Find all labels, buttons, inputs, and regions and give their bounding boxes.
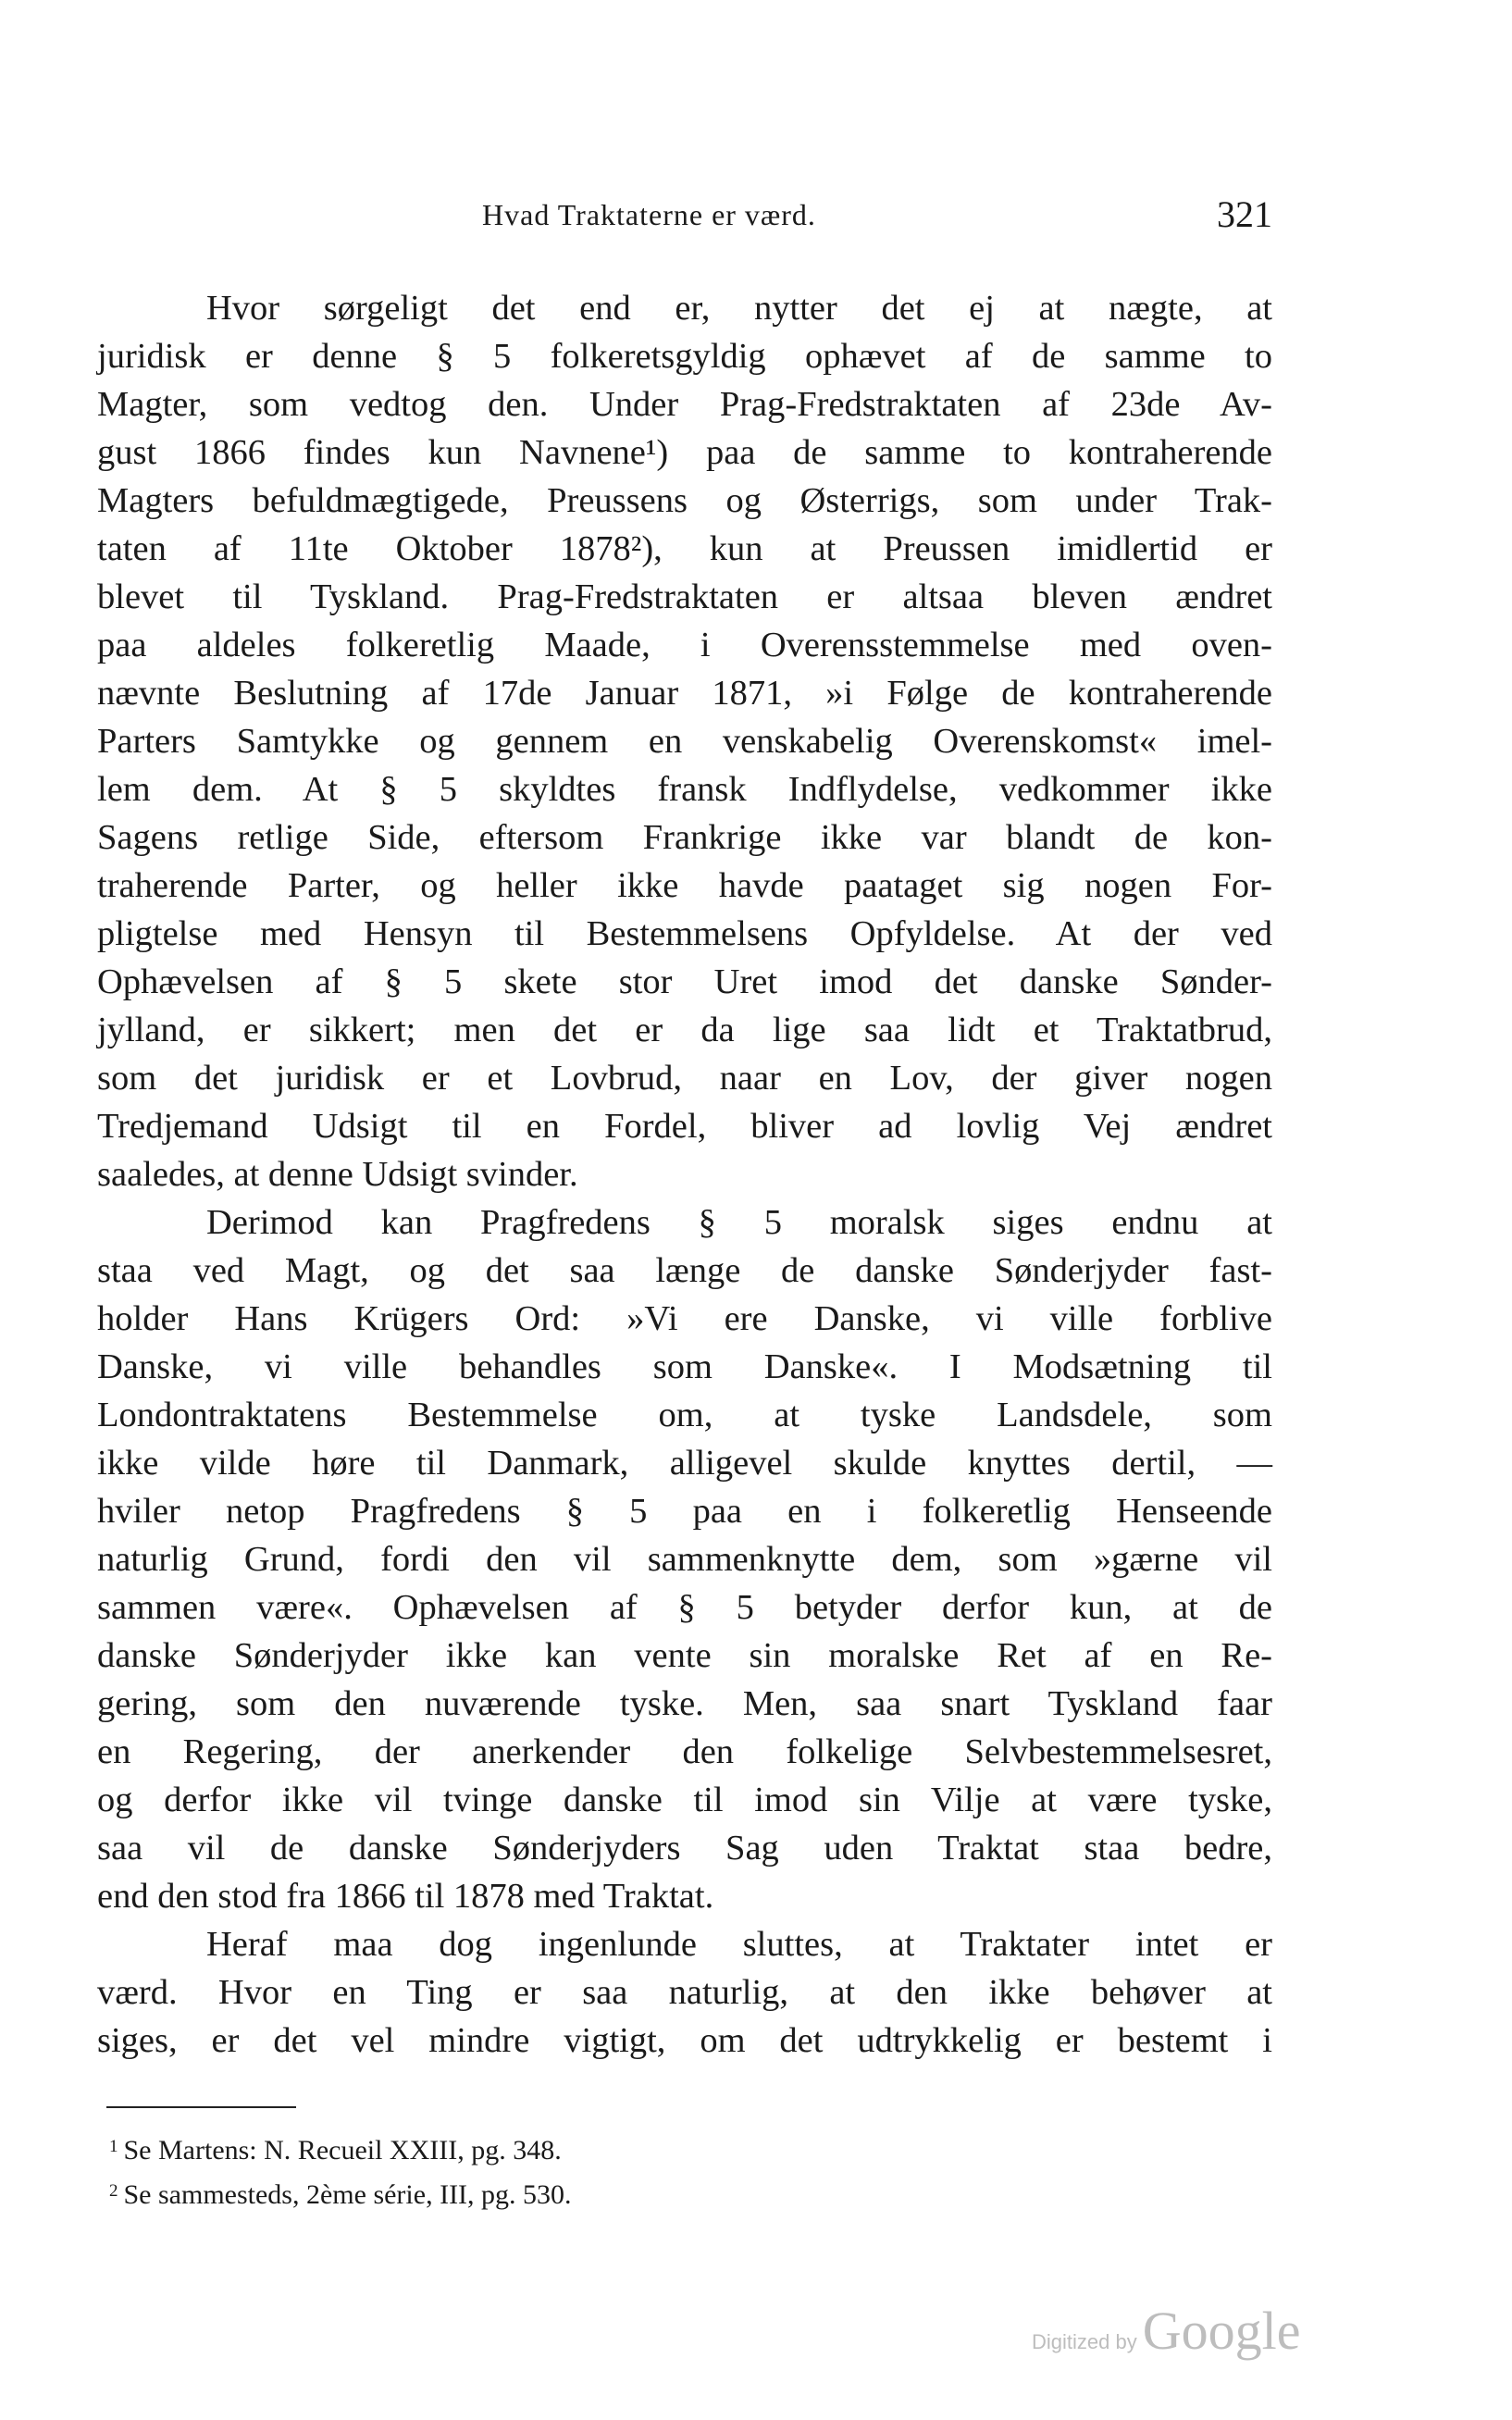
text-line: Heraf maa dog ingenlunde sluttes, at Traktater intet er [206, 1925, 1272, 1964]
text-line: holder Hans Krügers Ord: »Vi ere Danske, vi ville forblive [97, 1299, 1272, 1338]
text-line: hviler netop Pragfredens § 5 paa en i folkeretlig Henseende [97, 1492, 1272, 1531]
text-line: Tredjemand Udsigt til en Fordel, bliver ad lovlig Vej ændret [97, 1107, 1272, 1146]
text-line: taten af 11te Oktober 1878²), kun at Preussen imidlertid er [97, 529, 1272, 568]
text-line: Danske, vi ville behandles som Danske«. I Modsætning til [97, 1347, 1272, 1386]
footnotes [109, 2128, 942, 2217]
text-line: blevet til Tyskland. Prag-Fredstraktaten er altsaa bleven ændret [97, 577, 1272, 616]
body-text [97, 284, 1272, 2065]
text-line: saa vil de danske Sønderjyders Sag uden Traktat staa bedre, [97, 1829, 1272, 1868]
watermark-prefix: Digitized by [1032, 2330, 1137, 2353]
text-line: Ophævelsen af § 5 skete stor Uret imod det danske Sønder- [97, 962, 1272, 1001]
footnote-divider [106, 2106, 296, 2108]
text-line: pligtelse med Hensyn til Bestemmelsens Opfyldelse. At der ved [97, 914, 1272, 953]
text-line: saaledes, at denne Udsigt svinder. [97, 1155, 578, 1194]
google-logo: Google [1142, 2301, 1301, 2361]
text-line: danske Sønderjyder ikke kan vente sin moralske Ret af en Re- [97, 1636, 1272, 1675]
text-line: værd. Hvor en Ting er saa naturlig, at den ikke behøver at [97, 1973, 1272, 2012]
text-line: end den stod fra 1866 til 1878 med Traktat. [97, 1877, 714, 1916]
text-line: Magters befuldmægtigede, Preussens og Østerrigs, som under Trak- [97, 481, 1272, 520]
text-line: Parters Samtykke og gennem en venskabelig Overenskomst« imel- [97, 722, 1272, 761]
text-line: Sagens retlige Side, eftersom Frankrige ikke var blandt de kon- [97, 818, 1272, 857]
text-line: naturlig Grund, fordi den vil sammenknytte dem, som »gærne vil [97, 1540, 1272, 1579]
text-line: staa ved Magt, og det saa længe de danske Sønderjyder fast- [97, 1251, 1272, 1290]
text-line: paa aldeles folkeretlig Maade, i Overensstemmelse med oven- [97, 626, 1272, 664]
footnote-text: Se Martens: N. Recueil XXIII, pg. 348. [123, 2135, 562, 2166]
text-line: Londontraktatens Bestemmelse om, at tyske Landsdele, som [97, 1396, 1272, 1434]
text-line: siges, er det vel mindre vigtigt, om det udtrykkelig er bestemt i [97, 2021, 1272, 2060]
text-line: som det juridisk er et Lovbrud, naar en Lov, der giver nogen [97, 1059, 1272, 1098]
footnote-mark: 2 [109, 2181, 118, 2201]
text-line: en Regering, der anerkender den folkelige Selvbestemmelsesret, [97, 1732, 1272, 1771]
text-line: Magter, som vedtog den. Under Prag-Fredstraktaten af 23de Av- [97, 385, 1272, 424]
text-line: lem dem. At § 5 skyldtes fransk Indflydelse, vedkommer ikke [97, 770, 1272, 809]
footnote [109, 2173, 942, 2217]
running-header [97, 192, 1272, 248]
text-line: juridisk er denne § 5 folkeretsgyldig ophævet af de samme to [97, 337, 1272, 376]
text-line: ikke vilde høre til Danmark, alligevel skulde knyttes dertil, — [97, 1444, 1272, 1483]
footnote-mark: 1 [109, 2137, 118, 2156]
text-line: nævnte Beslutning af 17de Januar 1871, »i Følge de kontraherende [97, 674, 1272, 713]
text-line: gust 1866 findes kun Navnene¹) paa de samme to kontraherende [97, 433, 1272, 472]
footnote-text: Se sammesteds, 2ème série, III, pg. 530. [123, 2179, 572, 2210]
text-line: gering, som den nuværende tyske. Men, saa snart Tyskland faar [97, 1684, 1272, 1723]
footnote [109, 2128, 942, 2173]
digitized-watermark [1032, 2300, 1301, 2361]
text-line: Derimod kan Pragfredens § 5 moralsk siges endnu at [206, 1203, 1272, 1242]
text-line: traherende Parter, og heller ikke havde paataget sig nogen For- [97, 866, 1272, 905]
text-line: Hvor sørgeligt det end er, nytter det ej at nægte, at [206, 289, 1272, 328]
page-number: 321 [1217, 193, 1272, 235]
running-title: Hvad Traktaterne er værd. [482, 198, 816, 231]
text-line: og derfor ikke vil tvinge danske til imod sin Vilje at være tyske, [97, 1781, 1272, 1819]
text-line: sammen være«. Ophævelsen af § 5 betyder derfor kun, at de [97, 1588, 1272, 1627]
text-line: jylland, er sikkert; men det er da lige saa lidt et Traktatbrud, [97, 1011, 1272, 1049]
